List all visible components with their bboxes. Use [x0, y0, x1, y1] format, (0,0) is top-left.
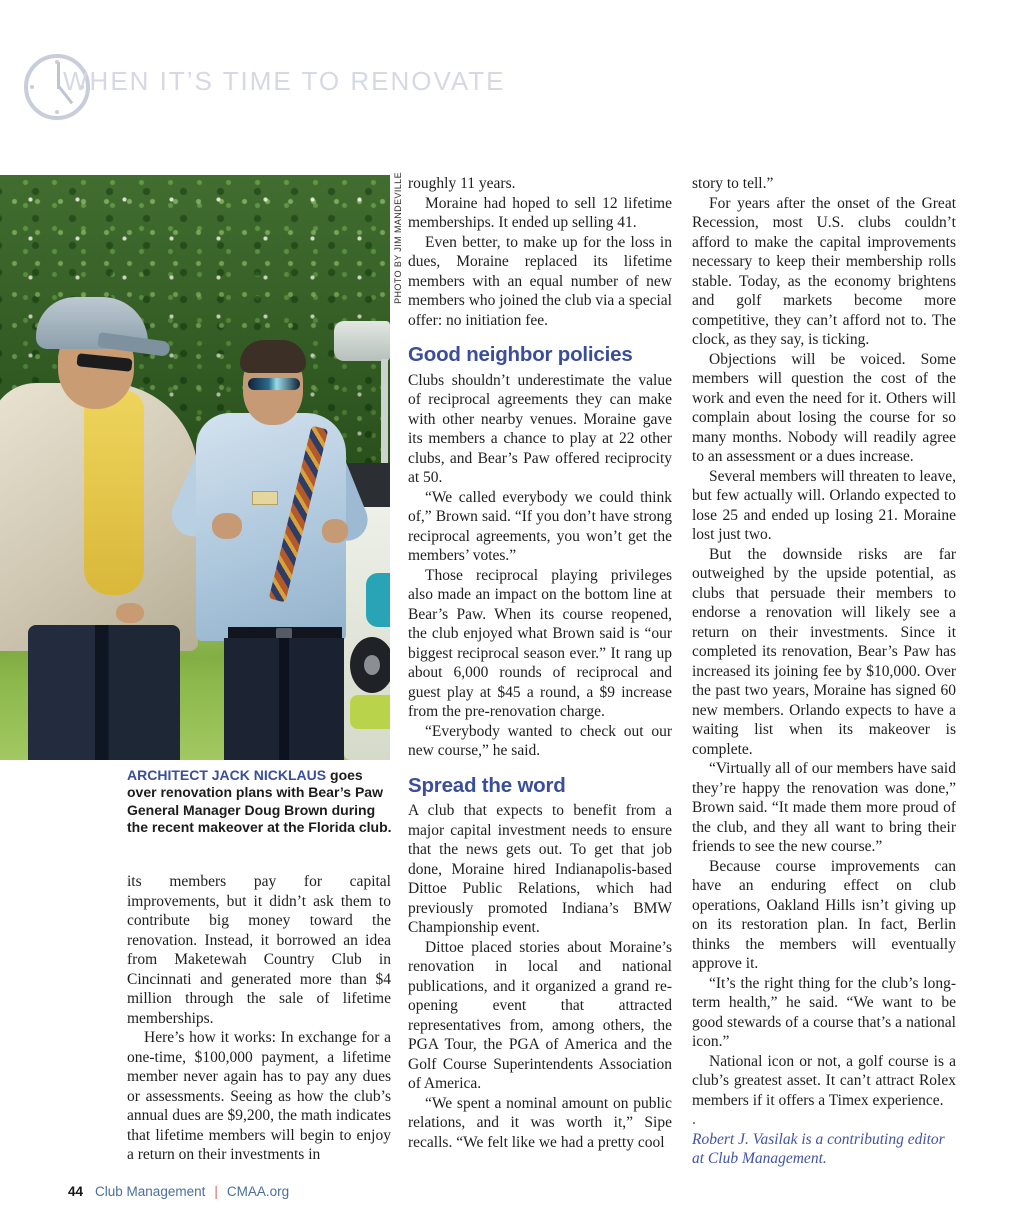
body-paragraph: Those reciprocal playing privileges also made an impact on the bottom line at Bear’s Paw. When its course reopened, the club enjoyed what Brown said is “our biggest reciprocal season ever.” It rang up about 6,000 rounds of reciprocal and guest play at $45 a round, a $9 increase from the pre-renovation charge.	[408, 566, 672, 720]
body-paragraph: Because course improvements can have an enduring effect on club operations, Oakland Hills isn’t giving up on its restoration plan. In fact, Berlin thinks the members will eventually approve it.	[692, 857, 956, 972]
caption-highlight: ARCHITECT JACK NICKLAUS	[127, 767, 327, 783]
sunglasses-icon	[248, 378, 300, 390]
body-paragraph: But the downside risks are far outweighed by the upside potential, as clubs that persuade their members to endorse a renovation will likely see a return on their investments. Since it completed its renovation, Bear’s Paw has increased its joining fee by $10,000. Over the past two years, Moraine has signed 60 new members. Orlando expects to have a waiting list when its makeover is complete.	[692, 545, 956, 758]
body-paragraph: A club that expects to benefit from a major capital investment needs to ensure that the news gets out. To get that job done, Moraine hired Indianapolis-based Dittoe Public Relations, which had previously promoted Indiana’s BMW Championship event.	[408, 802, 672, 936]
caption-text: goes over renovation plans with Bear’s Paw General Manager Doug Brown during the recent makeover at the Florida club.	[127, 767, 392, 835]
body-paragraph: Clubs shouldn’t underestimate the value of reciprocal agreements they can make with other nearby venues. Moraine gave its members a chance to play at 22 other clubs, and Bear’s Paw offered reciprocity at 50.	[408, 371, 672, 486]
body-paragraph: “We spent a nominal amount on public relations, and it was worth it,” Sipe recalls. “We felt like we had a pretty cool	[408, 1094, 672, 1151]
article-kicker: WHEN IT’S TIME TO RENOVATE	[63, 66, 506, 96]
text-column-left	[127, 872, 391, 1165]
body-paragraph: its members pay for capital improvements, but it didn’t ask them to contribute big money toward the renovation. Instead, it borrowed an idea from Maketewah Country Club in Cincinnati and generated more than $4 million through the sale of lifetime memberships.	[127, 873, 391, 1027]
body-paragraph: .	[692, 1111, 696, 1128]
page-footer	[68, 1184, 289, 1199]
section-heading: Spread the word	[408, 773, 566, 797]
contributor-byline: Robert J. Vasilak is a contributing editor at Club Management.	[692, 1130, 945, 1167]
body-paragraph: “Everybody wanted to check out our new course,” he said.	[408, 722, 672, 759]
body-paragraph: story to tell.”	[692, 175, 774, 192]
text-column-middle	[408, 174, 672, 1152]
body-paragraph: National icon or not, a golf course is a club’s greatest asset. It can’t attract Rolex members if it offers a Timex experience.	[692, 1052, 956, 1109]
body-paragraph: Objections will be voiced. Some members will question the cost of the work and even the need for it. Others will complain about losing the course for so many months. Nobody will readily agree to an assessment or a dues increase.	[692, 350, 956, 465]
body-paragraph: Here’s how it works: In exchange for a one-time, $100,000 payment, a lifetime member never again has to pay any dues or assessments. Seeing as how the club’s annual dues are $9,200, the math indicates that lifetime members will begin to enjoy a return on their investments in	[127, 1029, 391, 1163]
body-paragraph: Dittoe placed stories about Moraine’s renovation in local and national publications, and it organized a grand re-opening event that attracted representatives from, among others, the PGA Tour, the PGA of America and the Golf Course Superintendents Association of America.	[408, 938, 672, 1092]
page-number: 44	[68, 1184, 84, 1199]
body-paragraph: Several members will threaten to leave, but few actually will. Orlando expected to lose 25 and ended up losing 21. Moraine lost just two.	[692, 467, 956, 543]
article-photo	[0, 175, 390, 760]
golf-cart	[334, 321, 390, 361]
footer-separator: |	[214, 1184, 218, 1199]
magazine-site: CMAA.org	[226, 1184, 290, 1199]
body-paragraph: Moraine had hoped to sell 12 lifetime memberships. It ended up selling 41.	[408, 194, 672, 231]
section-heading: Good neighbor policies	[408, 343, 633, 366]
photo-credit: PHOTO BY JIM MANDEVILLE	[393, 172, 403, 304]
body-paragraph: “It’s the right thing for the club’s long-term health,” he said. “We want to be good stewards of a course that’s a national icon.”	[692, 974, 956, 1050]
body-paragraph: “We called everybody we could think of,” Brown said. “If you don’t have strong reciprocal agreements, you won’t get the members’ votes.”	[408, 488, 672, 564]
body-paragraph: “Virtually all of our members have said they’re happy the renovation was done,” Brown said. “It made them more proud of the club, and they all want to bring their friends to see the new course.”	[692, 760, 956, 855]
body-paragraph: For years after the onset of the Great Recession, most U.S. clubs couldn’t afford to make the capital improvements necessary to keep their membership rolls stable. Today, as the economy brightens and golf markets become more competitive, they can’t afford not to. The clock, as they say, is ticking.	[692, 194, 956, 348]
body-paragraph: roughly 11 years.	[408, 175, 516, 192]
text-column-right	[692, 174, 956, 1169]
body-paragraph: Even better, to make up for the loss in dues, Moraine replaced its lifetime members with an equal number of new members who joined the club via a special offer: no initiation fee.	[408, 233, 672, 329]
magazine-name: Club Management	[95, 1184, 206, 1199]
photo-caption	[127, 767, 393, 836]
